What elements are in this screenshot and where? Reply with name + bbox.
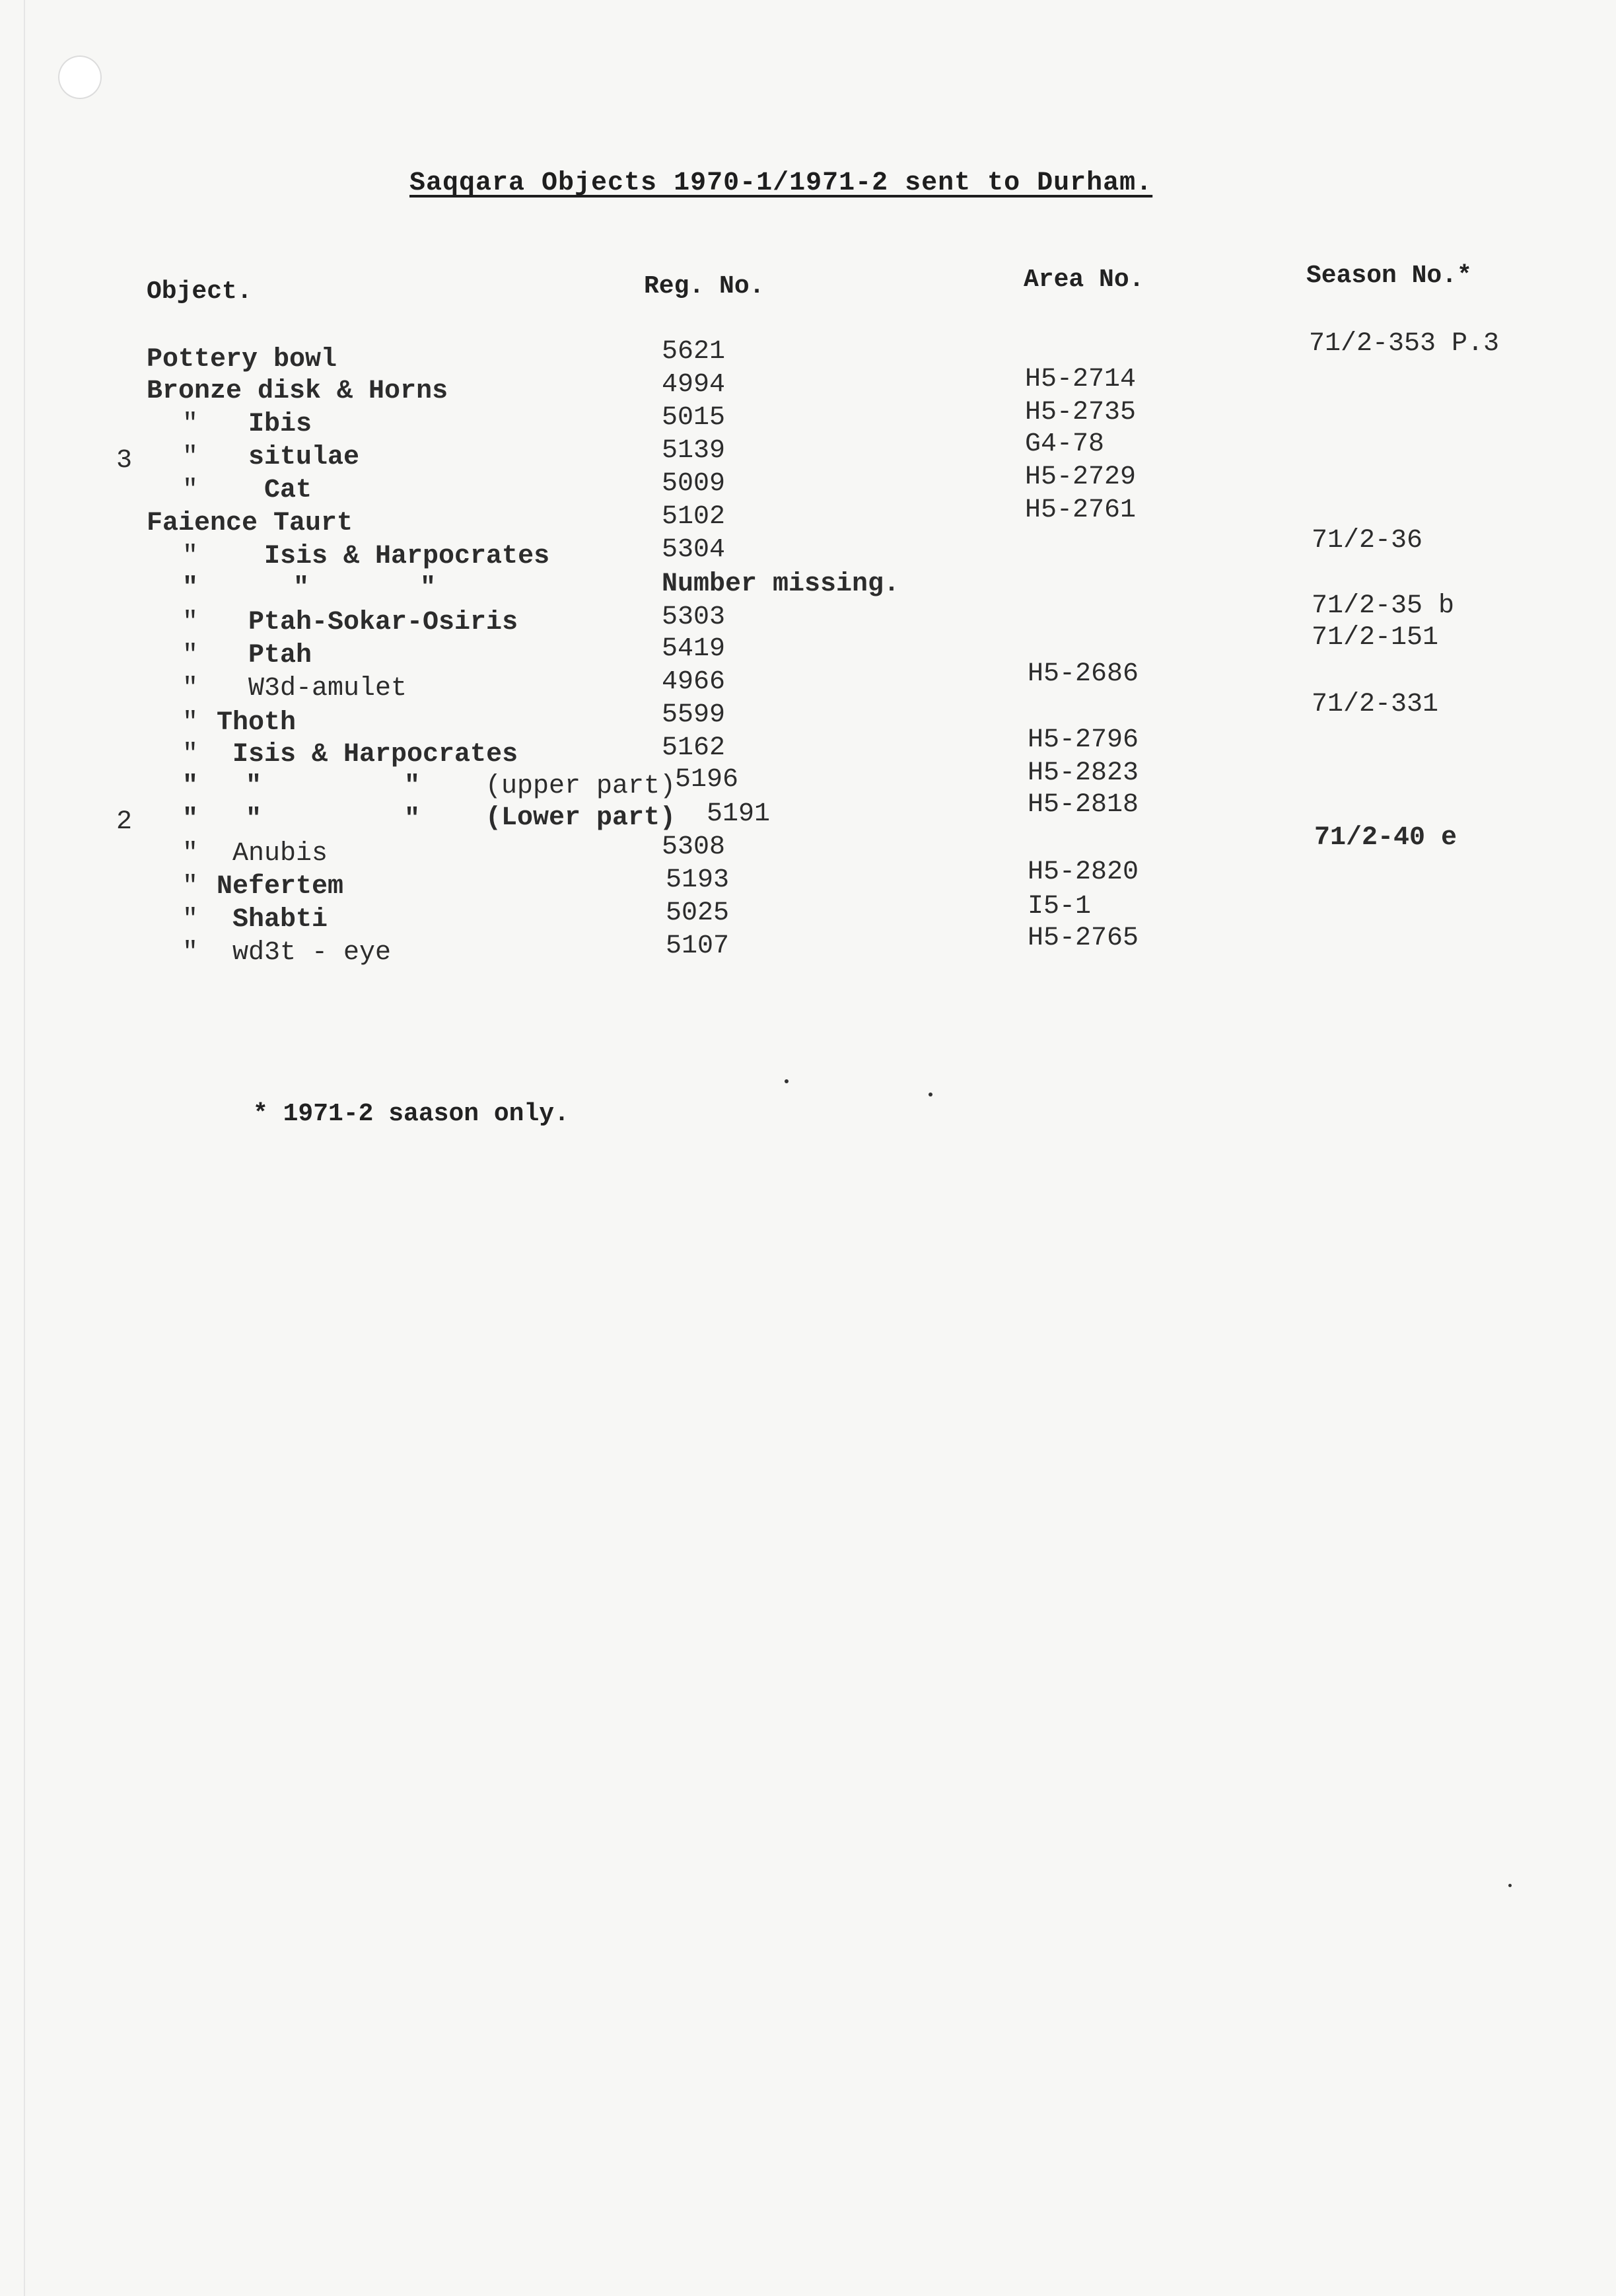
row-6-object: Isis & Harpocrates <box>264 542 550 571</box>
row-13-reg: 5196 <box>675 765 739 795</box>
row-14-ditto: " " " <box>182 805 421 834</box>
header-object: Object. <box>147 277 252 306</box>
row-8-object: Ptah-Sokar-Osiris <box>248 608 518 637</box>
punch-hole <box>58 55 102 99</box>
row-5-area: H5-2761 <box>1025 495 1137 525</box>
row-10-area: H5-2686 <box>1028 659 1139 689</box>
row-3-reg: 5139 <box>662 436 726 466</box>
row-9-season: 71/2-151 <box>1312 623 1439 653</box>
row-11-reg: 5599 <box>662 700 726 730</box>
row-5-reg: 5102 <box>662 502 726 532</box>
row-14-object: (Lower part) <box>485 803 676 833</box>
row-18-object: wd3t - eye <box>232 938 392 968</box>
row-10-object: W3d-amulet <box>248 674 407 703</box>
row-0-season: 71/2-353 P.3 <box>1309 329 1500 359</box>
row-18-reg: 5107 <box>666 931 730 961</box>
row-16-ditto: " <box>182 872 199 902</box>
row-16-reg: 5193 <box>666 865 730 895</box>
row-1-area: H5-2714 <box>1025 365 1137 394</box>
row-13-area: H5-2823 <box>1028 758 1139 788</box>
row-4-reg: 5009 <box>662 469 726 499</box>
footnote: * 1971-2 saason only. <box>253 1100 569 1128</box>
row-11-ditto: " <box>182 708 199 738</box>
row-8-season: 71/2-35 b <box>1312 591 1455 621</box>
row-15-object: Anubis <box>232 839 328 869</box>
row-14-reg: 5191 <box>707 799 771 829</box>
page-edge <box>24 0 25 2296</box>
row-1-reg: 4994 <box>662 370 726 400</box>
row-2-ditto: " <box>182 410 199 439</box>
row-13-object: (upper part) <box>485 771 676 801</box>
row-9-reg: 5419 <box>662 634 726 664</box>
row-0-object: Pottery bowl <box>147 345 337 375</box>
row-6-ditto: " <box>182 542 199 571</box>
row-10-reg: 4966 <box>662 667 726 697</box>
row-3-ditto: " <box>182 443 199 472</box>
row-15-season: 71/2-40 e <box>1314 823 1458 853</box>
row-7-reg: Number missing. <box>662 569 900 599</box>
row-15-reg: 5308 <box>662 832 726 862</box>
row-11-season: 71/2-331 <box>1312 690 1439 719</box>
row-16-object: Nefertem <box>217 872 344 902</box>
row-18-area: H5-2765 <box>1028 923 1139 953</box>
row-17-area: I5-1 <box>1028 892 1092 921</box>
row-2-area: H5-2735 <box>1025 398 1137 427</box>
row-12-reg: 5162 <box>662 733 726 763</box>
header-season-no: Season No.* <box>1306 262 1472 290</box>
row-8-reg: 5303 <box>662 602 726 632</box>
row-9-object: Ptah <box>248 641 312 670</box>
row-17-object: Shabti <box>232 905 328 935</box>
ink-speck <box>1508 1884 1512 1887</box>
ink-speck <box>785 1079 789 1083</box>
row-6-season: 71/2-36 <box>1312 526 1423 556</box>
row-2-reg: 5015 <box>662 403 726 433</box>
page-title: Saqqara Objects 1970-1/1971-2 sent to Durham. <box>409 168 1153 198</box>
row-7-ditto: " " " <box>182 573 437 603</box>
row-9-ditto: " <box>182 641 199 670</box>
row-0-reg: 5621 <box>662 337 726 367</box>
row-2-object: Ibis <box>248 410 312 439</box>
row-1-object: Bronze disk & Horns <box>147 377 448 406</box>
row-6-reg: 5304 <box>662 535 726 565</box>
row-15-ditto: " <box>182 839 199 869</box>
row-11-object: Thoth <box>217 708 297 738</box>
ink-speck <box>929 1093 932 1096</box>
row-14-count: 2 <box>116 807 133 837</box>
row-17-ditto: " <box>182 905 199 935</box>
row-13-ditto: " " " <box>182 771 421 801</box>
row-17-reg: 5025 <box>666 898 730 928</box>
header-reg-no: Reg. No. <box>644 272 765 301</box>
row-14-area: H5-2818 <box>1028 790 1139 820</box>
row-8-ditto: " <box>182 608 199 637</box>
row-4-ditto: " <box>182 476 199 505</box>
row-4-area: H5-2729 <box>1025 462 1137 492</box>
header-area-no: Area No. <box>1024 266 1144 294</box>
row-4-object: Cat <box>264 476 312 505</box>
row-10-ditto: " <box>182 674 199 703</box>
row-12-area: H5-2796 <box>1028 725 1139 755</box>
row-3-object: situlae <box>248 443 360 472</box>
row-3-count: 3 <box>116 446 133 476</box>
row-12-ditto: " <box>182 740 199 770</box>
row-5-object: Faience Taurt <box>147 509 353 538</box>
row-18-ditto: " <box>182 938 199 968</box>
row-3-area: G4-78 <box>1025 429 1105 459</box>
row-12-object: Isis & Harpocrates <box>232 740 518 770</box>
row-16-area: H5-2820 <box>1028 857 1139 887</box>
